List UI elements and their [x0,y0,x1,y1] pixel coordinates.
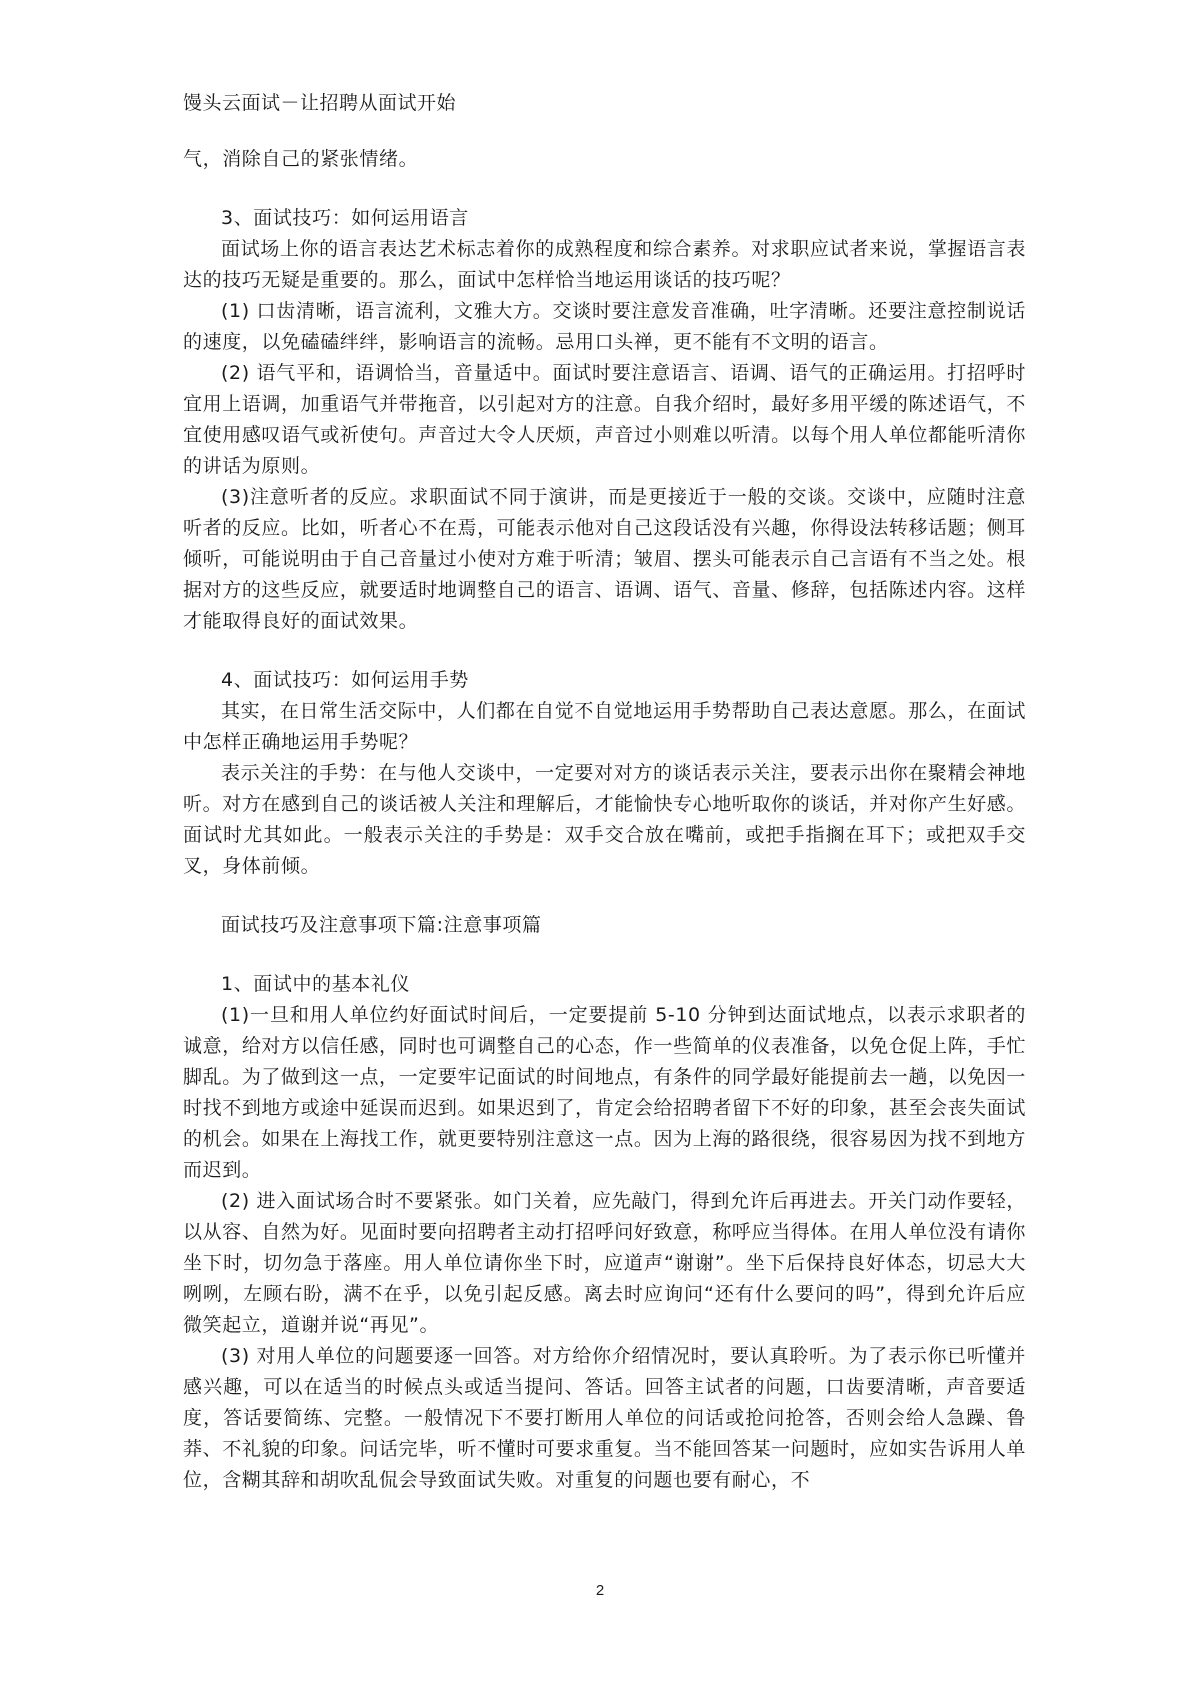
paragraph: (2) 语气平和，语调恰当，音量适中。面试时要注意语言、语调、语气的正确运用。打招呼时宜用上语调，加重语气并带拖音，以引起对方的注意。自我介绍时，最好多用平缓的陈述语气，不宜使用感叹语气或祈使句。声音过大令人厌烦，声音过小则难以听清。以每个用人单位都能听清你的讲话为原则。 [183,362,1026,477]
page-header: 馒头云面试－让招聘从面试开始 [183,92,457,114]
paragraph-continuation: 气，消除自己的紧张情绪。 [183,148,419,170]
part-heading: 面试技巧及注意事项下篇:注意事项篇 [221,914,542,936]
paragraph: (1)一旦和用人单位约好面试时间后，一定要提前 5-10 分钟到达面试地点，以表示求职者的诚意，给对方以信任感，同时也可调整自己的心态，作一些简单的仪表准备，以免仓促上阵，手忙脚乱。为了做到这一点，一定要牢记面试的时间地点，有条件的同学最好能提前去一趟，以免因一时找不到地方或途中延误而迟到。如果迟到了，肯定会给招聘者留下不好的印象，甚至会丧失面试的机会。如果在上海找工作，就更要特别注意这一点。因为上海的路很绕，很容易因为找不到地方而迟到。 [183,1004,1026,1181]
page-number: 2 [595,1582,605,1599]
paragraph: (3) 对用人单位的问题要逐一回答。对方给你介绍情况时，要认真聆听。为了表示你已听懂并感兴趣，可以在适当的时候点头或适当提问、答话。回答主试者的问题，口齿要清晰，声音要适度，答话要简练、完整。一般情况下不要打断用人单位的问话或抢问抢答，否则会给人急躁、鲁莽、不礼貌的印象。问话完毕，听不懂时可要求重复。当不能回答某一问题时，应如实告诉用人单位，含糊其辞和胡吹乱侃会导致面试失败。对重复的问题也要有耐心，不 [183,1345,1026,1491]
paragraph: (1) 口齿清晰，语言流利，文雅大方。交谈时要注意发音准确，吐字清晰。还要注意控制说话的速度，以免磕磕绊绊，影响语言的流畅。忌用口头禅，更不能有不文明的语言。 [183,300,1026,353]
paragraph: 面试场上你的语言表达艺术标志着你的成熟程度和综合素养。对求职应试者来说，掌握语言表达的技巧无疑是重要的。那么，面试中怎样恰当地运用谈话的技巧呢？ [183,238,1026,291]
section-heading-language: 3、面试技巧：如何运用语言 [221,207,469,229]
paragraph: 其实，在日常生活交际中，人们都在自觉不自觉地运用手势帮助自己表达意愿。那么，在面试中怎样正确地运用手势呢？ [183,700,1026,753]
paragraph: (2) 进入面试场合时不要紧张。如门关着，应先敲门，得到允许后再进去。开关门动作要轻，以从容、自然为好。见面时要向招聘者主动打招呼问好致意，称呼应当得体。在用人单位没有请你坐下时，切勿急于落座。用人单位请你坐下时，应道声“谢谢”。坐下后保持良好体态，切忌大大咧咧，左顾右盼，满不在乎，以免引起反感。离去时应询问“还有什么要问的吗”，得到允许后应微笑起立，道谢并说“再见”。 [183,1190,1026,1336]
paragraph: (3)注意听者的反应。求职面试不同于演讲，而是更接近于一般的交谈。交谈中，应随时注意听者的反应。比如，听者心不在焉，可能表示他对自己这段话没有兴趣，你得设法转移话题；侧耳倾听，可能说明由于自己音量过小使对方难于听清；皱眉、摆头可能表示自己言语有不当之处。根据对方的这些反应，就要适时地调整自己的语言、语调、语气、音量、修辞，包括陈述内容。这样才能取得良好的面试效果。 [183,486,1026,632]
section-heading-etiquette: 1、面试中的基本礼仪 [221,973,411,995]
section-heading-gesture: 4、面试技巧：如何运用手势 [221,669,469,691]
document-body [183,144,1026,1496]
paragraph: 表示关注的手势：在与他人交谈中，一定要对对方的谈话表示关注，要表示出你在聚精会神地听。对方在感到自己的谈话被人关注和理解后，才能愉快专心地听取你的谈话，并对你产生好感。面试时尤其如此。一般表示关注的手势是：双手交合放在嘴前，或把手指搁在耳下；或把双手交叉，身体前倾。 [183,762,1026,877]
